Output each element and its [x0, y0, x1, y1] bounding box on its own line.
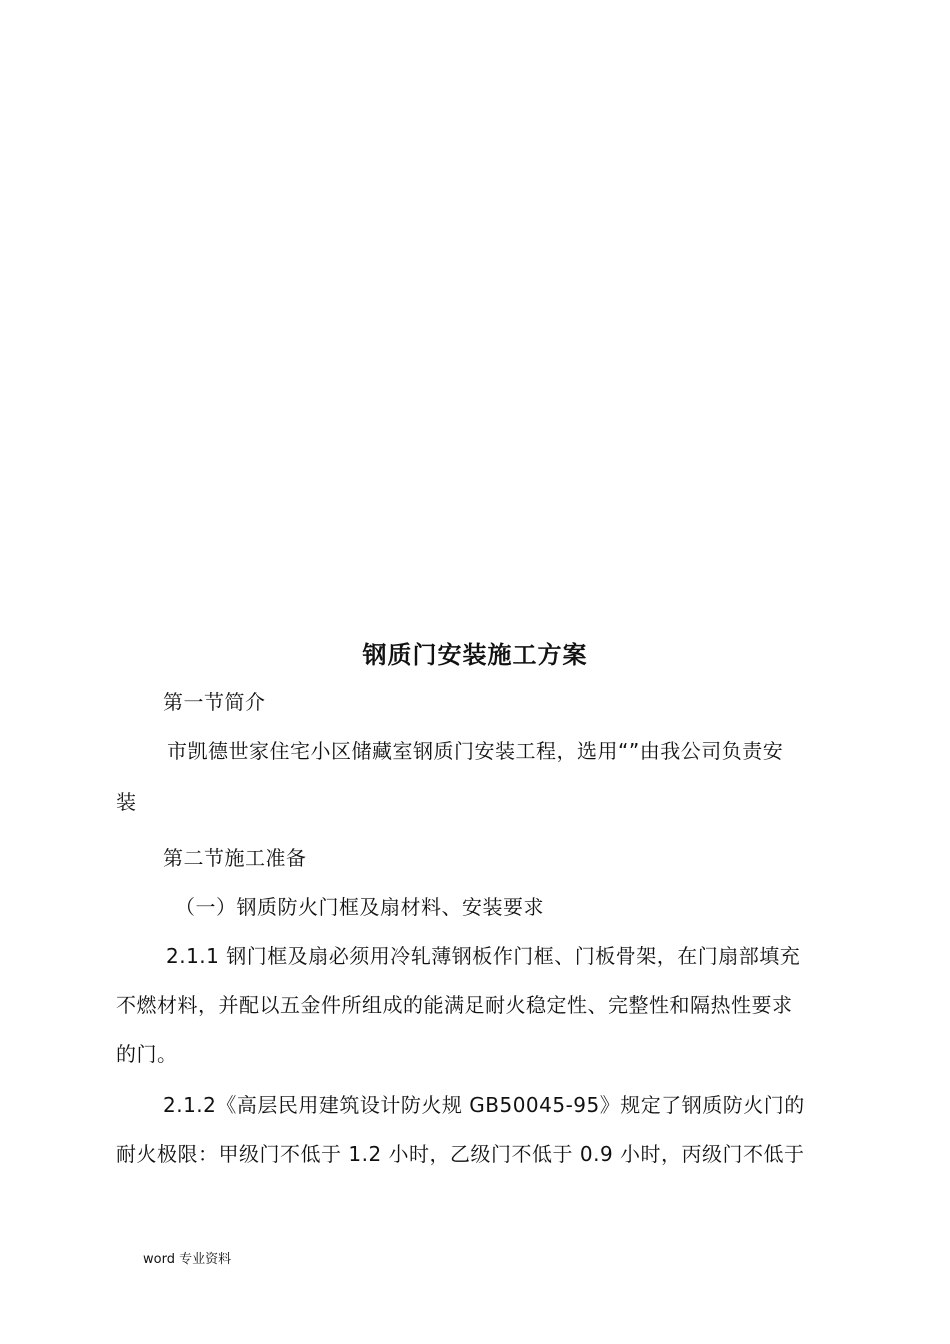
intro-line-1: 市凯德世家住宅小区储藏室钢质门安装工程，选用“”由我公司负责安	[167, 739, 784, 763]
subsection1-heading: （一）钢质防火门框及扇材料、安装要求	[175, 895, 544, 919]
section1-heading: 第一节简介	[163, 690, 266, 714]
paragraph-2-1-2-line-1: 2.1.2《高层民用建筑设计防火规 GB50045-95》规定了钢质防火门的	[163, 1093, 805, 1117]
page-footer: word 专业资料	[143, 1252, 232, 1267]
intro-line-2: 装	[116, 790, 137, 814]
section2-heading: 第二节施工准备	[163, 846, 307, 870]
paragraph-2-1-1-line-2: 不燃材料，并配以五金件所组成的能满足耐火稳定性、完整性和隔热性要求	[116, 993, 793, 1017]
paragraph-2-1-1-line-3: 的门。	[116, 1042, 178, 1066]
document-title: 钢质门安装施工方案	[362, 641, 588, 669]
paragraph-2-1-2-line-2: 耐火极限：甲级门不低于 1.2 小时，乙级门不低于 0.9 小时，丙级门不低于	[116, 1142, 805, 1166]
paragraph-2-1-1-line-1: 2.1.1 钢门框及扇必须用冷轧薄钢板作门框、门板骨架，在门扇部填充	[166, 944, 801, 968]
